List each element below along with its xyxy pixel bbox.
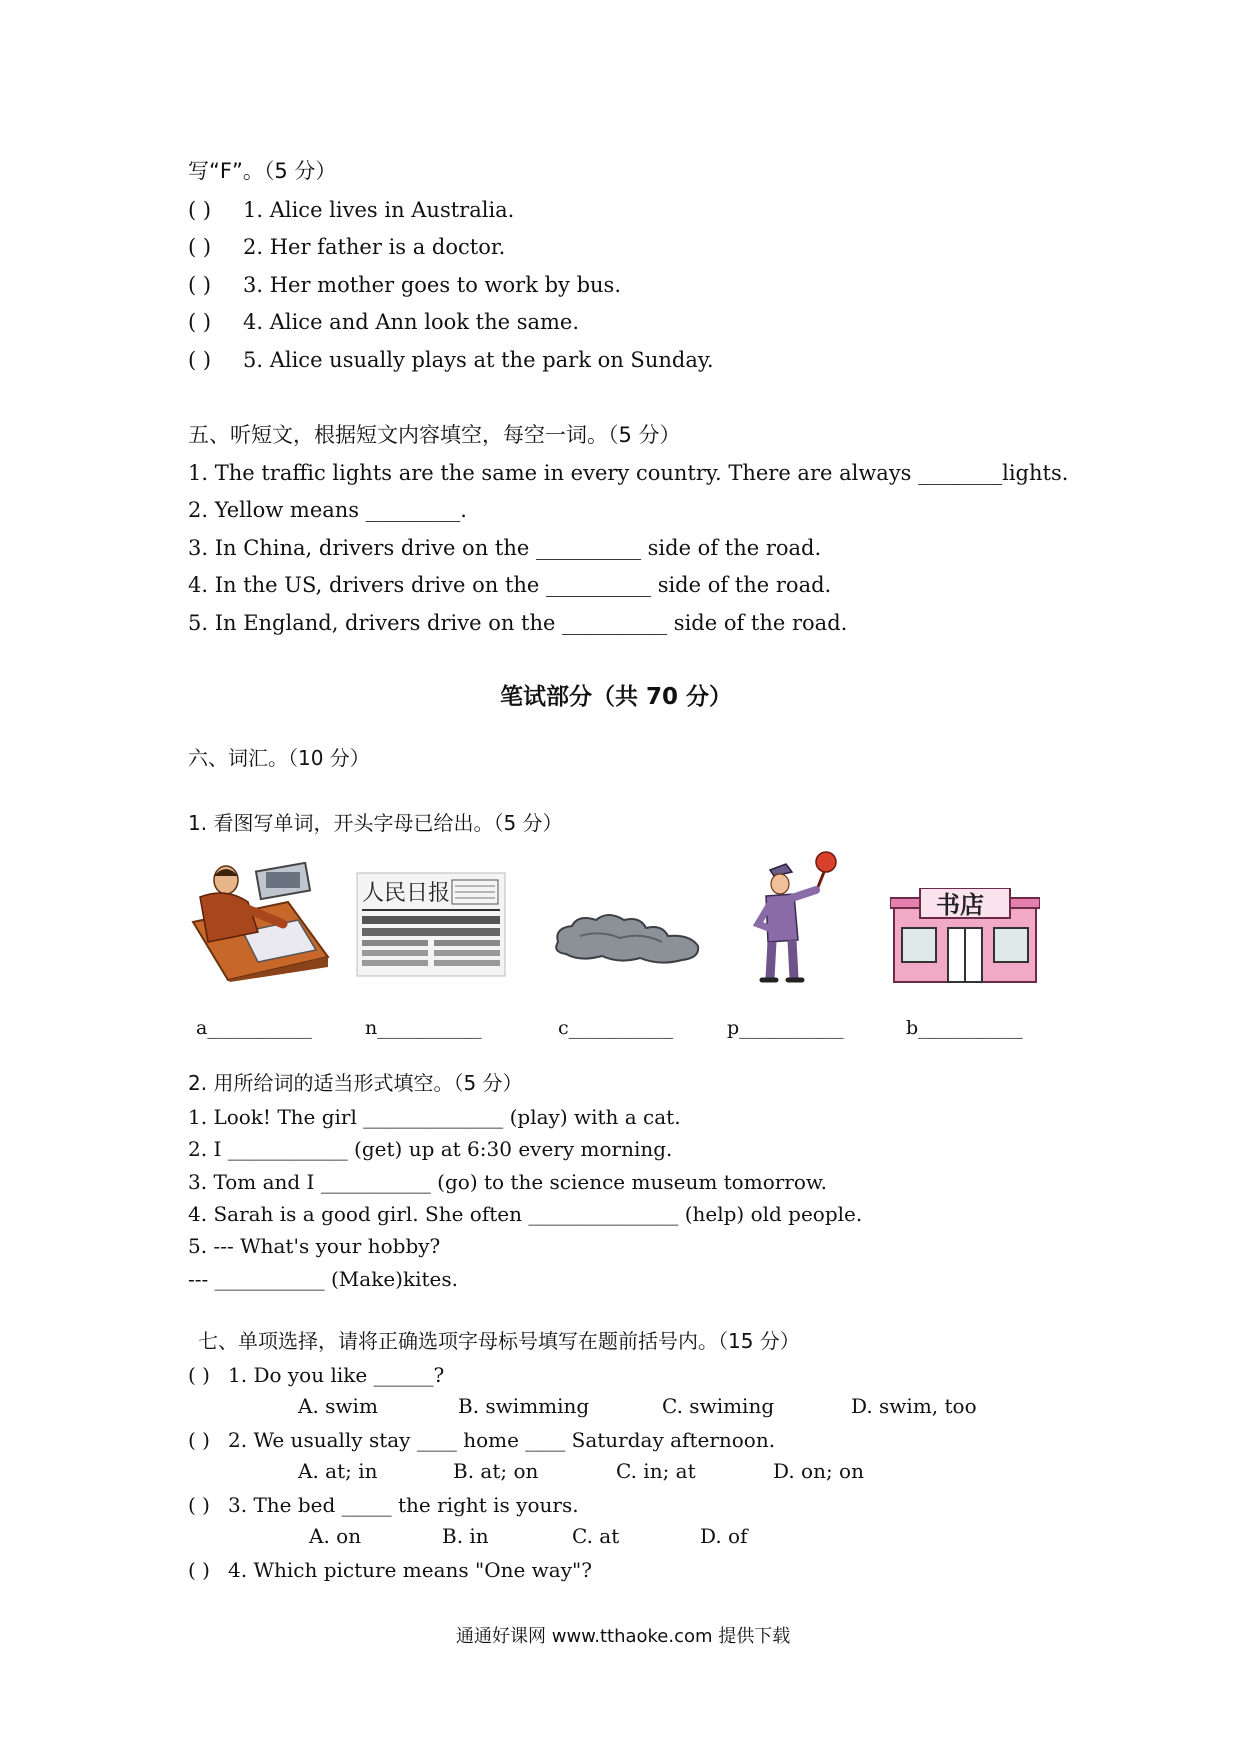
option-b: B. swimming [458, 1394, 590, 1418]
section4-heading: 写“F”。（5 分） [188, 159, 337, 183]
answer-paren[interactable]: ( ) [188, 198, 212, 222]
question-text: 4. Which picture means "One way"? [228, 1558, 592, 1582]
list-item: 1. Look! The girl ______________ (play) with a cat. [188, 1105, 681, 1129]
option-d: D. of [700, 1524, 748, 1548]
list-item: 2. Yellow means _________. [188, 498, 467, 522]
option-a: A. on [309, 1524, 362, 1548]
question-text: 3. The bed _____ the right is yours. [228, 1493, 579, 1517]
answer-paren[interactable]: ( ) [188, 235, 212, 259]
list-item: 5. --- What's your hobby? [188, 1234, 441, 1258]
answer-paren[interactable]: ( ) [188, 1428, 210, 1452]
answer-paren[interactable]: ( ) [188, 310, 212, 334]
list-item: 2. Her father is a doctor. [243, 235, 506, 259]
section7-heading: 七、单项选择，请将正确选项字母标号填写在题前括号内。（15 分） [198, 1329, 800, 1353]
answer-paren[interactable]: ( ) [188, 1558, 210, 1582]
list-item: 1. Alice lives in Australia. [243, 198, 515, 222]
list-item: 4. In the US, drivers drive on the __________ side of the road. [188, 573, 832, 597]
option-d: D. on; on [773, 1459, 864, 1483]
option-a: A. swim [298, 1394, 378, 1418]
newspaper-picture [356, 872, 506, 977]
list-item: --- ___________ (Make)kites. [188, 1267, 458, 1291]
list-item: 5. Alice usually plays at the park on Sunday. [243, 348, 714, 372]
option-c: C. at [572, 1524, 620, 1548]
written-part-title: 笔试部分（共 70 分） [500, 684, 733, 710]
list-item: 2. I ____________ (get) up at 6:30 every morning. [188, 1137, 673, 1161]
list-item: 3. Tom and I ___________ (go) to the science museum tomorrow. [188, 1170, 827, 1194]
question-text: 1. Do you like ______? [228, 1363, 445, 1387]
option-d: D. swim, too [851, 1394, 977, 1418]
section6-sub2-heading: 2. 用所给词的适当形式填空。（5 分） [188, 1071, 523, 1095]
blank-p[interactable]: p___________ [727, 1017, 844, 1039]
bookstore-sign: 书店 [936, 891, 984, 919]
list-item: 1. The traffic lights are the same in every country. There are always ________lights. [188, 461, 1069, 485]
bookstore-picture [890, 888, 1040, 984]
blank-a[interactable]: a___________ [196, 1017, 312, 1039]
option-c: C. in; at [616, 1459, 696, 1483]
list-item: 4. Alice and Ann look the same. [243, 310, 580, 334]
list-item: 5. In England, drivers drive on the __________ side of the road. [188, 611, 848, 635]
answer-paren[interactable]: ( ) [188, 1363, 210, 1387]
option-c: C. swiming [662, 1394, 775, 1418]
list-item: 4. Sarah is a good girl. She often _______________ (help) old people. [188, 1202, 863, 1226]
list-item: 3. Her mother goes to work by bus. [243, 273, 622, 297]
option-b: B. at; on [453, 1459, 539, 1483]
policeman-picture [740, 848, 840, 988]
section5-heading: 五、听短文，根据短文内容填空，每空一词。（5 分） [188, 423, 681, 447]
option-a: A. at; in [298, 1459, 378, 1483]
section6-heading: 六、词汇。（10 分） [188, 746, 370, 770]
section6-sub1-heading: 1. 看图写单词，开头字母已给出。（5 分） [188, 811, 563, 835]
answer-paren[interactable]: ( ) [188, 273, 212, 297]
blank-b[interactable]: b___________ [906, 1017, 1023, 1039]
answer-paren[interactable]: ( ) [188, 348, 212, 372]
answer-paren[interactable]: ( ) [188, 1493, 210, 1517]
list-item: 3. In China, drivers drive on the __________ side of the road. [188, 536, 822, 560]
page-footer: 通通好课网 www.tthaoke.com 提供下载 [456, 1626, 791, 1647]
cloud-picture [550, 908, 705, 968]
newspaper-masthead: 人民日报 [362, 881, 451, 906]
option-b: B. in [442, 1524, 489, 1548]
blank-c[interactable]: c___________ [558, 1017, 674, 1039]
blank-n[interactable]: n___________ [365, 1017, 482, 1039]
accountant-picture [188, 862, 333, 982]
question-text: 2. We usually stay ____ home ____ Saturday afternoon. [228, 1428, 776, 1452]
